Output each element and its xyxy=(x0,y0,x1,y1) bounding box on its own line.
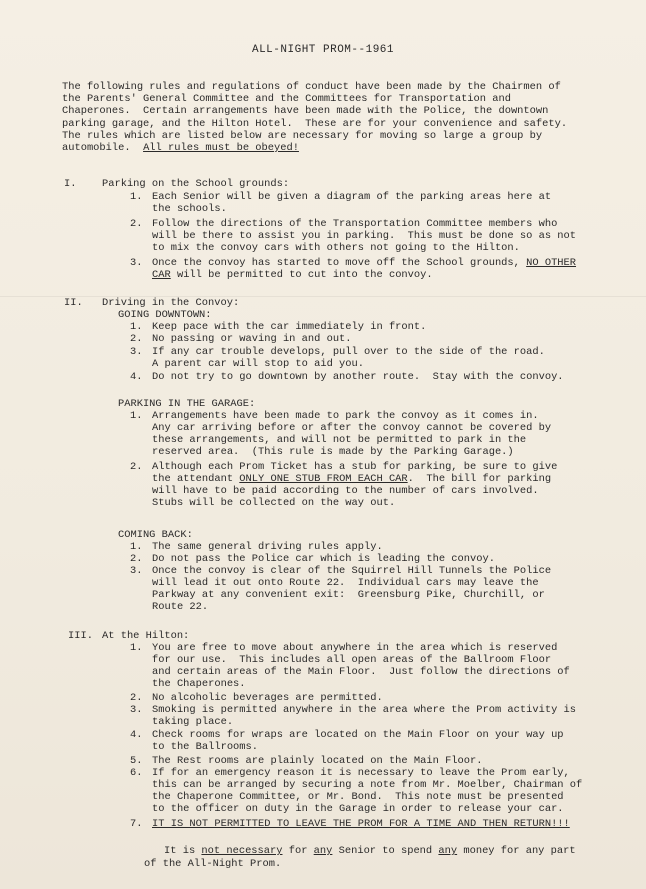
no-return-emphasis: IT IS NOT PERMITTED TO LEAVE THE PROM FOR A TIME AND THEN RETURN!!! xyxy=(152,818,570,830)
item-number: 1. xyxy=(130,410,143,422)
item-number: 3. xyxy=(130,565,143,577)
item-text: Do not pass the Police car which is leading the convoy. xyxy=(152,553,495,565)
closing-text: for xyxy=(282,845,314,857)
item-number: 2. xyxy=(130,461,143,473)
intro-line: Chaperones. Certain arrangements have been made with the Police, the downtown xyxy=(62,105,549,118)
item-text: Stubs will be collected on the way out. xyxy=(152,497,396,509)
item-number: 2. xyxy=(130,333,143,345)
paper-fold xyxy=(0,296,646,297)
item-number: 2. xyxy=(130,692,143,704)
not-necessary-emphasis: not necessary xyxy=(201,845,283,857)
item-text: Keep pace with the car immediately in front. xyxy=(152,321,427,333)
item-text: Check rooms for wraps are located on the Main Floor on your way up xyxy=(152,729,564,741)
item-text: Do not try to go downtown by another route. Stay with the convoy. xyxy=(152,371,564,383)
item-text: You are free to move about anywhere in the area which is reserved xyxy=(152,642,558,654)
subsection-heading: COMING BACK: xyxy=(118,529,193,541)
item-number: 3. xyxy=(130,257,143,269)
closing-note xyxy=(60,845,600,870)
document-title: ALL-NIGHT PROM--1961 xyxy=(251,44,395,56)
item-number: 5. xyxy=(130,755,143,767)
item-text xyxy=(152,257,598,269)
item-text: for our use. This includes all open areas of the Ballroom Floor xyxy=(152,654,552,666)
item-text: Each Senior will be given a diagram of the parking areas here at xyxy=(152,191,552,203)
item-text: this can be arranged by securing a note from Mr. Moelber, Chairman of xyxy=(152,779,583,791)
item-text-part: will be permitted to cut into the convoy. xyxy=(170,269,433,281)
intro-line: parking garage, and the Hilton Hotel. These are for your convenience and safety. xyxy=(62,117,568,130)
item-text: Parkway at any convenient exit: Greensburg Pike, Churchill, or xyxy=(152,589,545,601)
section-heading: Parking on the School grounds: xyxy=(102,178,290,190)
item-text: No alcoholic beverages are permitted. xyxy=(152,692,383,704)
item-text: The Rest rooms are plainly located on the Main Floor. xyxy=(152,755,483,767)
obey-emphasis: All rules must be obeyed! xyxy=(143,142,299,155)
item-text: Follow the directions of the Transportation Committee members who xyxy=(152,218,558,230)
item-number: 7. xyxy=(130,818,143,830)
intro-line xyxy=(62,142,602,154)
item-text: to the Ballrooms. xyxy=(152,741,259,753)
intro-paragraph xyxy=(62,81,602,154)
item-text: the Chaperone Committee, or Mr. Bond. This note must be presented xyxy=(152,791,564,803)
item-number: 6. xyxy=(130,767,143,779)
one-stub-emphasis: ONLY ONE STUB FROM EACH CAR xyxy=(239,473,408,485)
closing-text: Senior to spend xyxy=(332,845,439,857)
item-text: the schools. xyxy=(152,203,227,215)
section-numeral: I. xyxy=(64,178,77,190)
section-heading: Driving in the Convoy: xyxy=(102,297,240,309)
item-number: 1. xyxy=(130,321,143,333)
item-text: reserved area. (This rule is made by the Parking Garage.) xyxy=(152,446,514,458)
closing-text: money for any part xyxy=(457,845,576,857)
subsection-heading: GOING DOWNTOWN: xyxy=(118,309,212,321)
item-text: and certain areas of the Main Floor. Just follow the directions of xyxy=(152,666,570,678)
section-numeral: II. xyxy=(64,297,83,309)
item-text: will be there to assist you in parking. This must be done so as not xyxy=(152,230,577,242)
item-text-part: . The bill for parking xyxy=(407,473,552,485)
item-text: to the officer on duty in the Garage in order to release your car. xyxy=(152,803,564,815)
item-text: If any car trouble develops, pull over to the side of the road. xyxy=(152,346,545,358)
item-text: Route 22. xyxy=(152,601,209,613)
item-text: to mix the convoy cars with others not going to the Hilton. xyxy=(152,242,520,254)
any-emphasis: any xyxy=(313,845,333,857)
item-number: 1. xyxy=(130,191,143,203)
item-number: 2. xyxy=(130,553,143,565)
item-number: 3. xyxy=(130,346,143,358)
item-number: 3. xyxy=(130,704,143,716)
item-text-part: Once the convoy has started to move off the School grounds, xyxy=(152,257,527,269)
closing-text: It is xyxy=(164,845,202,857)
item-text: Any car arriving before or after the convoy cannot be covered by xyxy=(152,422,552,434)
subsection-heading: PARKING IN THE GARAGE: xyxy=(118,398,256,410)
intro-text: automobile. xyxy=(62,142,144,155)
intro-line: The following rules and regulations of conduct have been made by the Chairmen of xyxy=(62,81,561,93)
item-number: 4. xyxy=(130,371,143,383)
item-text: The same general driving rules apply. xyxy=(152,541,383,553)
item-text xyxy=(152,269,598,281)
any-emphasis: any xyxy=(438,845,458,857)
item-text: No passing or waving in and out. xyxy=(152,333,352,345)
item-text: taking place. xyxy=(152,716,234,728)
item-text: Although each Prom Ticket has a stub for parking, be sure to give xyxy=(152,461,558,473)
item-text: Once the convoy is clear of the Squirrel Hill Tunnels the Police xyxy=(152,565,552,577)
section-heading: At the Hilton: xyxy=(102,630,190,642)
intro-line: The rules which are listed below are necessary for moving so large a group by xyxy=(62,129,543,142)
closing-line xyxy=(60,845,600,858)
item-text: the Chaperones. xyxy=(152,678,246,690)
closing-line: of the All-Night Prom. xyxy=(144,857,282,870)
item-text: A parent car will stop to aid you. xyxy=(152,358,365,370)
item-text: these arrangements, and will not be permitted to park in the xyxy=(152,434,527,446)
item-text: If for an emergency reason it is necessary to leave the Prom early, xyxy=(152,767,570,779)
no-other-emphasis: NO OTHER xyxy=(526,257,577,269)
intro-line: the Parents' General Committee and the Committees for Transportation and xyxy=(62,93,511,106)
item-number: 1. xyxy=(130,642,143,654)
item-text: Arrangements have been made to park the convoy as it comes in. xyxy=(152,410,539,422)
item-text-part: the attendant xyxy=(152,473,240,485)
item-number: 2. xyxy=(130,218,143,230)
item-number: 1. xyxy=(130,541,143,553)
item-text xyxy=(152,473,598,485)
section-numeral: III. xyxy=(68,630,93,642)
car-emphasis: CAR xyxy=(152,269,171,281)
item-text: Smoking is permitted anywhere in the area where the Prom activity is xyxy=(152,704,577,716)
item-text: will lead it out onto Route 22. Individual cars may leave the xyxy=(152,577,539,589)
item-number: 4. xyxy=(130,729,143,741)
item-text: will have to be paid according to the number of cars involved. xyxy=(152,485,539,497)
item-text xyxy=(152,818,598,830)
